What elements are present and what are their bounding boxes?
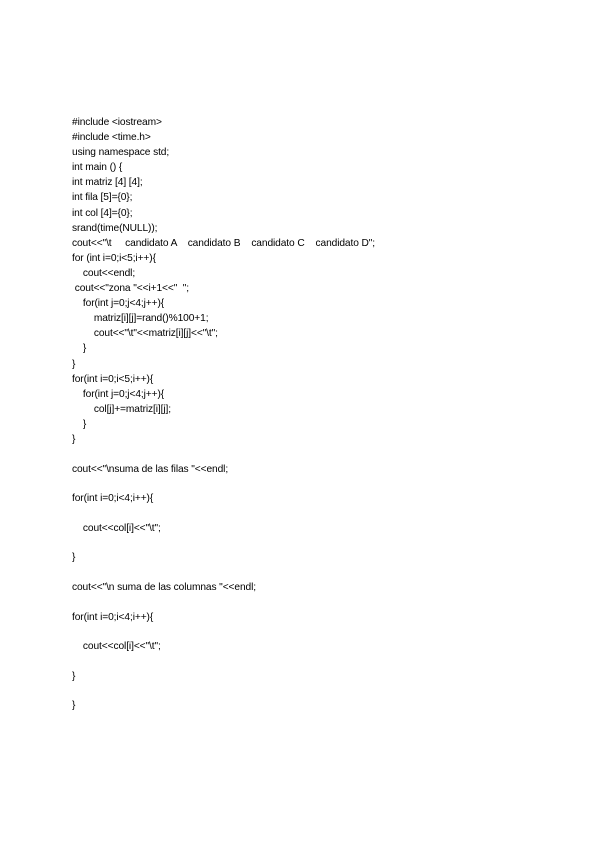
code-line: int col [4]={0}; <box>72 207 133 219</box>
code-line <box>72 565 572 580</box>
code-line <box>72 684 572 699</box>
code-line: cout<<col[i]<<"\t"; <box>72 522 161 534</box>
code-line: } <box>72 700 76 712</box>
code-line: using namespace std; <box>72 147 170 159</box>
code-line: cout<<col[i]<<"\t"; <box>72 641 161 653</box>
code-line: } <box>72 418 87 430</box>
code-line: #include <time.h> <box>72 132 151 144</box>
code-line: } <box>72 552 76 564</box>
code-line <box>72 447 572 462</box>
code-line: for(int i=0;i<5;i++){ <box>72 373 154 385</box>
code-line: } <box>72 670 76 682</box>
code-line <box>72 506 572 521</box>
code-line <box>72 595 572 610</box>
code-line: for(int i=0;i<4;i++){ <box>72 611 154 623</box>
code-line: for(int i=0;i<4;i++){ <box>72 493 154 505</box>
code-line <box>72 654 572 669</box>
code-line: cout<<"\nsuma de las filas "<<endl; <box>72 463 229 475</box>
code-line: cout<<endl; <box>72 267 136 279</box>
code-line: #include <iostream> <box>72 117 162 128</box>
code-line: for(int j=0;j<4;j++){ <box>72 298 165 310</box>
code-line: srand(time(NULL)); <box>72 222 158 234</box>
code-line: int matriz [4] [4]; <box>72 177 143 189</box>
code-line: cout<<"zona "<<i+1<<" "; <box>72 283 189 295</box>
code-line: } <box>72 358 76 370</box>
code-line: matriz[i][j]=rand()%100+1; <box>72 313 209 325</box>
code-line: col[j]+=matriz[i][j]; <box>72 403 172 415</box>
code-line: int main () { <box>72 162 123 174</box>
code-line <box>72 536 572 551</box>
code-line <box>72 477 572 492</box>
code-line: int fila [5]={0}; <box>72 192 133 204</box>
code-line: } <box>72 343 87 355</box>
code-line: cout<<"\t"<<matriz[i][j]<<"\t"; <box>72 328 218 340</box>
code-line: for(int j=0;j<4;j++){ <box>72 388 165 400</box>
code-line: for (int i=0;i<5;i++){ <box>72 252 156 264</box>
code-line <box>72 625 572 640</box>
code-line: cout<<"\t candidato A candidato B candidato C candidato D"; <box>72 237 376 249</box>
code-line: } <box>72 433 76 445</box>
code-line: cout<<"\n suma de las columnas "<<endl; <box>72 581 256 593</box>
code-block <box>72 115 572 713</box>
